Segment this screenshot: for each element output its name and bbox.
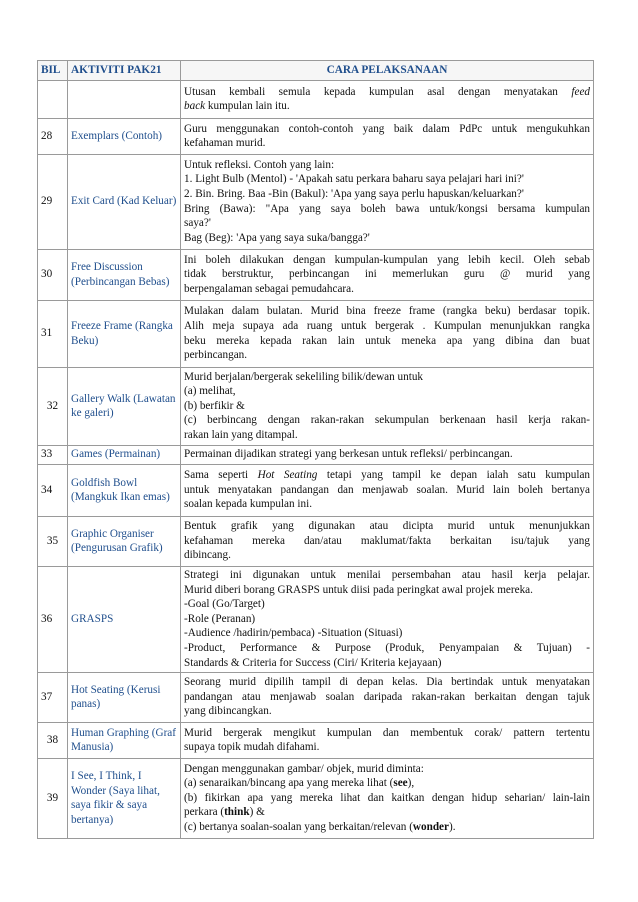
- row-number: 31: [38, 300, 68, 367]
- table-row: [38, 154, 594, 249]
- text-line: Murid bergerak mengikut kumpulan dan membentuk corak/ pattern tertentu: [184, 726, 590, 739]
- row-number: 38: [38, 722, 68, 758]
- implementation-text: [181, 722, 594, 758]
- text-line: Alih meja supaya ada ruang untuk bergerak . Kumpulan menunjukkan rangka: [184, 320, 590, 332]
- text-line: saya?': [184, 217, 211, 230]
- table-row: [38, 300, 594, 367]
- implementation-text: [181, 249, 594, 300]
- header-cara: CARA PELAKSANAAN: [181, 61, 594, 81]
- implementation-text: [181, 672, 594, 722]
- implementation-text: [181, 80, 594, 118]
- text-line: 1. Light Bulb (Mentol) - 'Apakah satu perkara baharu saya pelajari hari ini?': [184, 173, 524, 186]
- table-row: [38, 445, 594, 464]
- activity-name: Gallery Walk (Lawatan ke galeri): [68, 367, 181, 445]
- table-row: [38, 118, 594, 154]
- text-line: Permainan dijadikan strategi yang berkesan untuk refleksi/ perbincangan.: [184, 448, 513, 461]
- table-row: [38, 249, 594, 300]
- text-line: Bring (Bawa): "Apa yang saya boleh bawa untuk/kongsi bersama kumpulan: [184, 202, 590, 215]
- text-line: beku mereka kepada rakan lain untuk meneka apa yang dibina dan buat: [184, 334, 590, 347]
- text-line: dibincang.: [184, 549, 231, 562]
- text-line: -Goal (Go/Target): [184, 598, 265, 611]
- table-row: [38, 367, 594, 445]
- text-line: Seorang murid dipilih tampil di depan kelas. Dia bertindak untuk menyatakan: [184, 676, 590, 689]
- activity-name: Exemplars (Contoh): [68, 118, 181, 154]
- text-line: tidak berstruktur, perbincangan ini memerlukan guru @ murid yang: [184, 268, 590, 281]
- header-bil: BIL: [38, 61, 68, 81]
- row-number: 39: [38, 758, 68, 838]
- text-line: berpengalaman sebagai pemudahcara.: [184, 282, 354, 295]
- implementation-text: [181, 154, 594, 249]
- text-line: (a) senaraikan/bincang apa yang mereka lihat (see),: [184, 777, 415, 790]
- implementation-text: [181, 758, 594, 838]
- activity-name: Exit Card (Kad Keluar): [68, 154, 181, 249]
- text-line: Dengan menggunakan gambar/ objek, murid diminta:: [184, 762, 424, 775]
- row-number: 32: [38, 367, 68, 445]
- text-line: -Audience /hadirin/pembaca) -Situation (Situasi): [184, 627, 403, 640]
- implementation-text: [181, 367, 594, 445]
- table-row: [38, 672, 594, 722]
- text-line: -Role (Peranan): [184, 612, 256, 625]
- text-line: back kumpulan lain itu.: [184, 100, 290, 113]
- activity-name: I See, I Think, I Wonder (Saya lihat, saya fikir & saya bertanya): [68, 758, 181, 838]
- implementation-text: [181, 445, 594, 464]
- text-line: Untuk refleksi. Contoh yang lain:: [184, 158, 335, 171]
- text-line: untuk menyatakan pandangan dan menjawab soalan. Murid lain boleh bertanya: [184, 483, 590, 496]
- row-number: 28: [38, 118, 68, 154]
- table-header-row: [38, 61, 594, 81]
- activity-name: Hot Seating (Kerusi panas): [68, 672, 181, 722]
- header-aktiviti: AKTIVITI PAK21: [68, 61, 181, 81]
- table-row: [38, 758, 594, 838]
- activity-name: Free Discussion (Perbincangan Bebas): [68, 249, 181, 300]
- row-number: 34: [38, 464, 68, 516]
- table-row: [38, 464, 594, 516]
- text-line: Murid berjalan/bergerak sekeliling bilik/dewan untuk: [184, 370, 424, 383]
- text-line: yang dibincangkan.: [184, 705, 272, 718]
- table-row: [38, 566, 594, 672]
- table-row: [38, 722, 594, 758]
- text-line: Bentuk grafik yang digunakan atau dicipta murid untuk menunjukkan: [184, 520, 590, 533]
- implementation-text: [181, 566, 594, 672]
- activity-name: [68, 80, 181, 118]
- activity-name: Human Graphing (Graf Manusia): [68, 722, 181, 758]
- text-line: (a) melihat,: [184, 385, 236, 398]
- text-line: soalan kepada kumpulan ini.: [184, 498, 313, 511]
- text-line: kefahaman murid.: [184, 137, 266, 150]
- text-line: supaya topik mudah difahami.: [184, 741, 320, 754]
- activity-name: Graphic Organiser (Pengurusan Grafik): [68, 516, 181, 566]
- text-line: 2. Bin. Bring. Baa -Bin (Bakul): 'Apa yang saya perlu hapuskan/keluarkan?': [184, 188, 524, 200]
- implementation-text: [181, 464, 594, 516]
- row-number: 35: [38, 516, 68, 566]
- text-line: pandangan atau menjawab soalan daripada rakan-rakan berkaitan dengan tajuk: [184, 690, 590, 703]
- text-line: rakan lain yang ditampal.: [184, 428, 298, 441]
- table-row: [38, 516, 594, 566]
- activity-name: Freeze Frame (Rangka Beku): [68, 300, 181, 367]
- text-line: perbincangan.: [184, 349, 248, 362]
- text-line: Standards & Criteria for Success (Ciri/ Kriteria kejayaan): [184, 656, 442, 669]
- text-line: -Product, Performance & Purpose (Produk, Penyampaian & Tujuan) -: [184, 641, 590, 654]
- activity-name: GRASPS: [68, 566, 181, 672]
- text-line: perkara (think) &: [184, 806, 265, 819]
- text-line: Sama seperti Hot Seating tetapi yang tampil ke depan ialah satu kumpulan: [184, 469, 591, 482]
- implementation-text: [181, 516, 594, 566]
- text-line: Strategi ini digunakan untuk menilai persembahan atau hasil kerja pelajar.: [184, 569, 590, 582]
- text-line: Guru menggunakan contoh-contoh yang baik dalam PdPc untuk mengukuhkan: [184, 122, 590, 135]
- text-line: (b) berfikir &: [184, 399, 245, 412]
- text-line: (c) bertanya soalan-soalan yang berkaitan/relevan (wonder).: [184, 820, 456, 833]
- row-number: 33: [38, 445, 68, 464]
- text-line: Bag (Beg): 'Apa yang saya suka/bangga?': [184, 231, 370, 244]
- row-number: 30: [38, 249, 68, 300]
- text-line: (b) fikirkan apa yang mereka lihat dan kaitkan dengan hidup seharian/ lain-lain: [184, 791, 590, 804]
- text-line: Mulakan dalam bulatan. Murid bina freeze frame (rangka beku) berdasar topik.: [184, 305, 590, 318]
- text-line: (c) berbincang dengan rakan-rakan sekumpulan berkenaan hasil kerja rakan-: [184, 414, 590, 427]
- pak21-table: [37, 60, 594, 839]
- text-line: Utusan kembali semula kepada kumpulan asal dengan menyatakan feed: [184, 85, 591, 98]
- row-number: [38, 80, 68, 118]
- activity-name: Games (Permainan): [68, 445, 181, 464]
- text-line: Murid diberi borang GRASPS untuk diisi pada peringkat awal projek mereka.: [184, 583, 533, 596]
- row-number: 36: [38, 566, 68, 672]
- implementation-text: [181, 300, 594, 367]
- row-number: 29: [38, 154, 68, 249]
- implementation-text: [181, 118, 594, 154]
- table-row: [38, 80, 594, 118]
- text-line: kefahaman mereka dan/atau maklumat/fakta berkaitan isu/tajuk yang: [184, 534, 590, 547]
- text-line: Ini boleh dilakukan dengan kumpulan-kumpulan yang lebih kecil. Oleh sebab: [184, 253, 590, 266]
- row-number: 37: [38, 672, 68, 722]
- activity-name: Goldfish Bowl (Mangkuk Ikan emas): [68, 464, 181, 516]
